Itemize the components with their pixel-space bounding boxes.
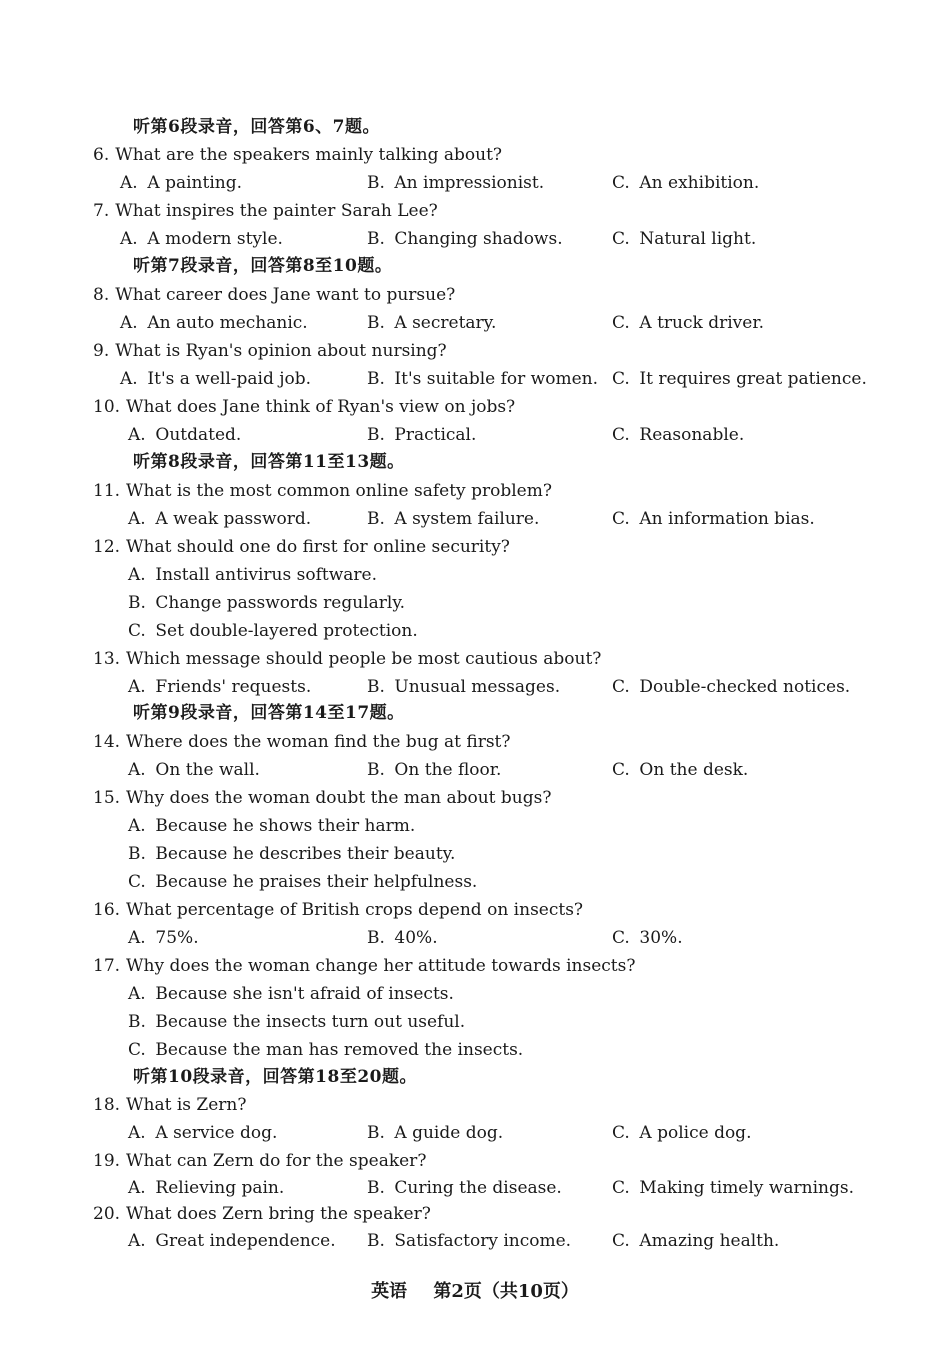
page-footer [0, 1277, 950, 1303]
option-c: C. Because the man has removed the insects. [128, 1040, 524, 1060]
option-a: A. Relieving pain. [128, 1178, 285, 1198]
option-c: C. It requires great patience. [612, 369, 867, 389]
option-a: A. A painting. [120, 173, 242, 193]
option-c: C. Double-checked notices. [612, 677, 851, 697]
option-b: B. A secretary. [367, 313, 497, 333]
question-6 [93, 144, 502, 166]
section-header: 听第8段录音，回答第11至13题。 [133, 452, 405, 472]
option-c: C. An information bias. [612, 509, 815, 529]
section-header: 听第6段录音，回答第6、7题。 [133, 117, 380, 137]
option-c: C. Because he praises their helpfulness. [128, 872, 478, 892]
question-19: 19. What can Zern do for the speaker? [93, 1151, 427, 1171]
footer-subject: 英语 [371, 1281, 408, 1302]
option-b: B. Because the insects turn out useful. [128, 1012, 466, 1032]
option-b: B. On the floor. [367, 760, 502, 780]
question-text: What are the speakers mainly talking about? [115, 145, 503, 165]
section-header: 听第7段录音，回答第8至10题。 [133, 256, 393, 276]
option-b: B. It's suitable for women. [367, 369, 598, 389]
question-11: 11. What is the most common online safety problem? [93, 481, 552, 501]
question-number: 6. [93, 145, 110, 165]
option-b: B. Because he describes their beauty. [128, 844, 456, 864]
option-b: B. Unusual messages. [367, 677, 561, 697]
option-a: A. A modern style. [120, 229, 283, 249]
section-header: 听第10段录音，回答第18至20题。 [133, 1067, 417, 1087]
option-a: A. Great independence. [128, 1231, 336, 1251]
option-a: A. Outdated. [128, 425, 242, 445]
question-14: 14. Where does the woman find the bug at first? [93, 732, 511, 752]
section-header: 听第9段录音，回答第14至17题。 [133, 703, 405, 723]
option-a: A. A service dog. [128, 1123, 278, 1143]
option-c: C. An exhibition. [612, 173, 760, 193]
option-c: C. A truck driver. [612, 313, 764, 333]
question-8: 8. What career does Jane want to pursue? [93, 285, 456, 305]
question-20: 20. What does Zern bring the speaker? [93, 1204, 431, 1224]
option-a: A. A weak password. [128, 509, 312, 529]
option-b: B. A system failure. [367, 509, 540, 529]
option-c: C. On the desk. [612, 760, 749, 780]
option-c: C. Natural light. [612, 229, 757, 249]
option-b: B. A guide dog. [367, 1123, 504, 1143]
option-c: C. Making timely warnings. [612, 1178, 854, 1198]
option-a: A. Friends' requests. [128, 677, 312, 697]
question-10: 10. What does Jane think of Ryan's view on jobs? [93, 397, 516, 417]
option-b: B. Change passwords regularly. [128, 593, 406, 613]
question-9: 9. What is Ryan's opinion about nursing? [93, 341, 447, 361]
option-a: A. Because she isn't afraid of insects. [128, 984, 454, 1004]
option-b: B. Curing the disease. [367, 1178, 562, 1198]
option-c: C. Set double-layered protection. [128, 621, 418, 641]
question-13: 13. Which message should people be most cautious about? [93, 649, 602, 669]
option-c: C. 30%. [612, 928, 683, 948]
option-a: A. Because he shows their harm. [128, 816, 416, 836]
option-c: C. Amazing health. [612, 1231, 780, 1251]
option-a: A. 75%. [128, 928, 199, 948]
footer-page-number: 第2页（共10页） [433, 1281, 579, 1302]
question-15: 15. Why does the woman doubt the man about bugs? [93, 788, 552, 808]
question-17: 17. Why does the woman change her attitude towards insects? [93, 956, 636, 976]
option-b: B. 40%. [367, 928, 438, 948]
option-a: A. An auto mechanic. [120, 313, 308, 333]
option-a: A. It's a well-paid job. [120, 369, 312, 389]
option-a: A. Install antivirus software. [128, 565, 377, 585]
option-c: C. Reasonable. [612, 425, 745, 445]
question-12: 12. What should one do first for online security? [93, 537, 510, 557]
question-7: 7. What inspires the painter Sarah Lee? [93, 201, 438, 221]
option-b: B. Satisfactory income. [367, 1231, 572, 1251]
option-c: C. A police dog. [612, 1123, 752, 1143]
question-16: 16. What percentage of British crops depend on insects? [93, 900, 584, 920]
option-b: B. An impressionist. [367, 173, 545, 193]
question-18: 18. What is Zern? [93, 1095, 247, 1115]
option-b: B. Practical. [367, 425, 477, 445]
option-a: A. On the wall. [128, 760, 260, 780]
option-b: B. Changing shadows. [367, 229, 563, 249]
